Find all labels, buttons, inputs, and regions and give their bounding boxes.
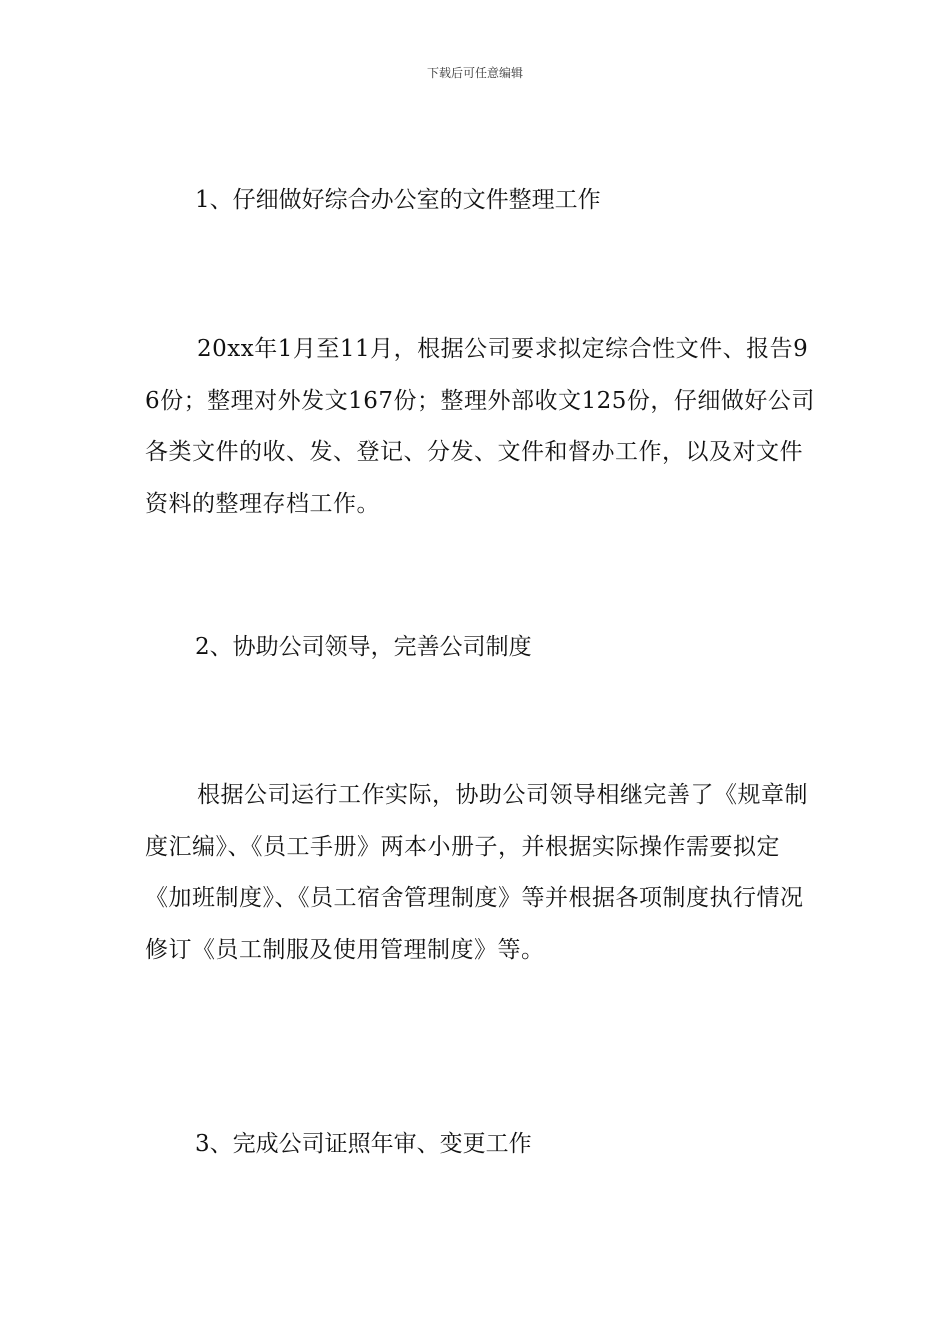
section-heading-1: 1、仔细做好综合办公室的文件整理工作	[195, 187, 601, 213]
section-body-2: 根据公司运行工作实际，协助公司领导相继完善了《规章制度汇编》、《员工手册》两本小册子，并根据实际操作需要拟定《加班制度》、《员工宿舍管理制度》等并根据各项制度执行情况修订《员工制服及使用管理制度》等。	[145, 782, 808, 963]
section-heading-2: 2、协助公司领导，完善公司制度	[195, 634, 532, 660]
section-heading-3: 3、完成公司证照年审、变更工作	[195, 1131, 532, 1157]
header-note: 下载后可任意编辑	[426, 66, 523, 80]
section-body-1: 20xx年1月至11月，根据公司要求拟定综合性文件、报告96份；整理对外发文167份；整理外部收文125份，仔细做好公司各类文件的收、发、登记、分发、文件和督办工作，以及对文件资料的整理存档工作。	[145, 336, 815, 517]
